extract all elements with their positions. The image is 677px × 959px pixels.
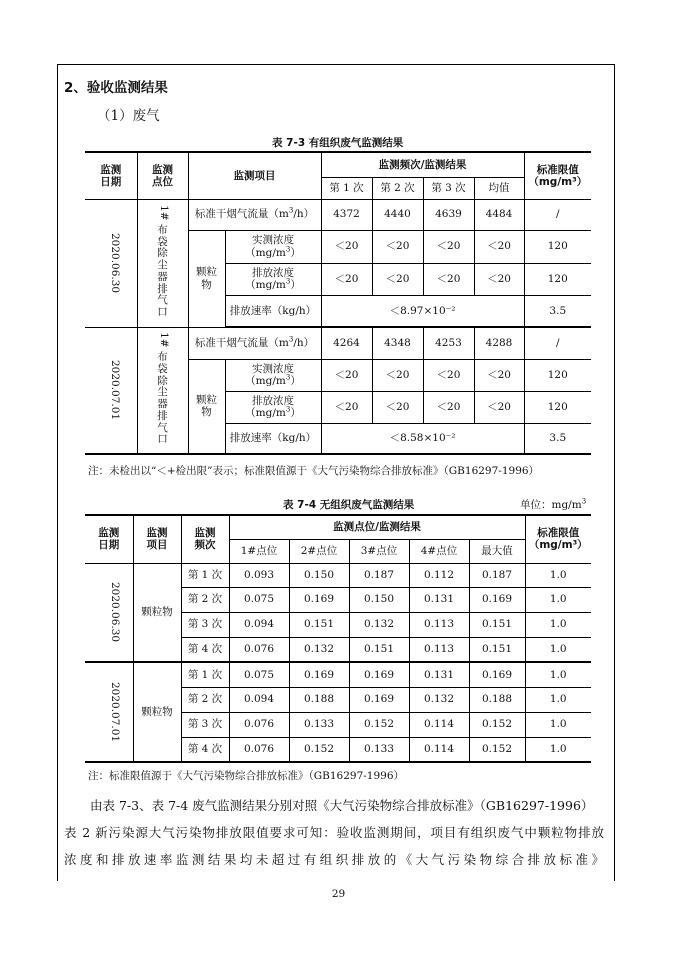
cell: 0.169: [469, 587, 525, 612]
header-p2: 2#点位: [289, 539, 349, 563]
header-c1: 第 1 次: [321, 177, 372, 199]
cell: 0.152: [349, 712, 409, 737]
cell: 3.5: [524, 423, 591, 454]
cell: 120: [524, 230, 591, 263]
header-points: 监测点位/监测结果: [229, 515, 525, 539]
table2-note: 注：标准限值源于《大气污染物综合排放标准》（GB16297-1996）: [88, 770, 405, 782]
cell: 4639: [423, 199, 474, 230]
cell: ＜20: [321, 391, 372, 423]
paragraph-line: 由表 7-3、表 7-4 废气监测结果分别对照《大气污染物综合排放标准》（GB16297-1996）: [90, 798, 594, 813]
cell: 第 1 次: [181, 563, 229, 587]
cell: 0.169: [289, 587, 349, 612]
cell: 0.152: [469, 737, 525, 762]
particle-label: 颗粒 物: [188, 230, 225, 327]
cell: 第 3 次: [181, 612, 229, 637]
cell: 0.076: [229, 737, 289, 762]
page-number: 29: [331, 888, 346, 900]
cell: 0.151: [469, 637, 525, 662]
cell: 第 4 次: [181, 637, 229, 662]
cell: 3.5: [524, 295, 591, 327]
table-row: [85, 662, 591, 687]
header-date: 监测 日期: [85, 515, 133, 563]
group-item: 颗粒物: [133, 563, 181, 662]
cell: 120: [524, 263, 591, 295]
group-date: 2020.06.30: [85, 563, 133, 662]
cell: 0.169: [469, 662, 525, 687]
rate-label: 排放速率（kg/h）: [225, 295, 321, 327]
cell: /: [524, 327, 591, 359]
cell: 0.094: [229, 687, 289, 712]
cell: 0.094: [229, 612, 289, 637]
cell: 0.151: [469, 612, 525, 637]
cell: 0.076: [229, 637, 289, 662]
actual-label: 实测浓度$(mg/m^3)$: [225, 230, 321, 263]
header-c2: 第 2 次: [372, 177, 423, 199]
group-date: 2020.07.01: [85, 662, 133, 762]
cell: ＜20: [372, 391, 423, 423]
header-p4: 4#点位: [409, 539, 469, 563]
cell: 120: [524, 359, 591, 391]
cell: ＜20: [423, 263, 474, 295]
cell: 0.151: [289, 612, 349, 637]
cell: 0.150: [349, 587, 409, 612]
cell: 第 4 次: [181, 737, 229, 762]
cell: 1.0: [525, 662, 591, 687]
cell: 1.0: [525, 587, 591, 612]
cell: ＜20: [321, 359, 372, 391]
cell: ＜20: [474, 391, 524, 423]
cell: 0.075: [229, 587, 289, 612]
cell: 第 1 次: [181, 662, 229, 687]
cell: 1.0: [525, 637, 591, 662]
table-unorganized-emission: [85, 514, 591, 763]
cell: 第 2 次: [181, 587, 229, 612]
subsection-title: （1）废气: [97, 108, 160, 124]
group-point: 1# 布 袋 除 尘 器 排 气 口: [137, 327, 188, 454]
cell: 0.152: [289, 737, 349, 762]
cell: 4484: [474, 199, 524, 230]
header-point: 监测 点位: [137, 152, 188, 199]
cell: 0.131: [409, 662, 469, 687]
cell: 0.113: [409, 612, 469, 637]
cell: ＜20: [474, 230, 524, 263]
cell: ＜20: [423, 230, 474, 263]
table1-note: 注：未检出以“＜+检出限”表示；标准限值源于《大气污染物综合排放标准》（GB16297-1996）: [88, 465, 540, 477]
table-row: [85, 563, 591, 587]
section-title: 2、验收监测结果: [64, 80, 168, 96]
cell: 0.151: [349, 637, 409, 662]
cell: /: [524, 199, 591, 230]
cell: 0.133: [349, 737, 409, 762]
rate-value: ＜8.58×10⁻²: [321, 423, 524, 454]
cell: 0.188: [289, 687, 349, 712]
cell: 0.169: [289, 662, 349, 687]
cell: 1.0: [525, 612, 591, 637]
header-freq: 监测 频次: [181, 515, 229, 563]
cell: ＜20: [372, 359, 423, 391]
table2-unit: 单位：$mg/m^3$: [520, 497, 587, 511]
header-limit: 标准限值 （mg/m³）: [524, 152, 591, 199]
cell: 0.133: [289, 712, 349, 737]
paragraph-line: 表 2 新污染源大气污染物排放限值要求可知：验收监测期间，项目有组织废气中颗粒物排放: [64, 825, 604, 840]
actual-label: 实测浓度$(mg/m^3)$: [225, 359, 321, 391]
cell: 4288: [474, 327, 524, 359]
cell: 0.113: [409, 637, 469, 662]
cell: 0.076: [229, 712, 289, 737]
rate-value: ＜8.97×10⁻²: [321, 295, 524, 327]
group-point: 1# 布 袋 除 尘 器 排 气 口: [137, 199, 188, 327]
cell: 0.112: [409, 563, 469, 587]
header-max: 最大值: [469, 539, 525, 563]
cell: 1.0: [525, 712, 591, 737]
rate-label: 排放速率（kg/h）: [225, 423, 321, 454]
emit-label: 排放浓度$(mg/m^3)$: [225, 391, 321, 423]
flow-label: 标准干烟气流量$(m^3/h)$: [188, 199, 321, 230]
flow-label: 标准干烟气流量$(m^3/h)$: [188, 327, 321, 359]
emit-label: 排放浓度$(mg/m^3)$: [225, 263, 321, 295]
cell: 0.114: [409, 712, 469, 737]
cell: 0.187: [349, 563, 409, 587]
group-item: 颗粒物: [133, 662, 181, 762]
cell: ＜20: [372, 263, 423, 295]
cell: ＜20: [423, 359, 474, 391]
header-date: 监测 日期: [85, 152, 137, 199]
cell: 第 2 次: [181, 687, 229, 712]
cell: 0.132: [289, 637, 349, 662]
cell: 0.169: [349, 687, 409, 712]
cell: 0.169: [349, 662, 409, 687]
cell: 4253: [423, 327, 474, 359]
cell: 0.152: [469, 712, 525, 737]
cell: 4348: [372, 327, 423, 359]
group-date: 2020.07.01: [85, 327, 137, 454]
header-p3: 3#点位: [349, 539, 409, 563]
header-p1: 1#点位: [229, 539, 289, 563]
cell: 1.0: [525, 563, 591, 587]
table2-caption: 表 7-4 无组织废气监测结果: [283, 499, 415, 511]
cell: 0.132: [349, 612, 409, 637]
cell: 4372: [321, 199, 372, 230]
conclusion-paragraph: [64, 792, 604, 873]
cell: 1.0: [525, 737, 591, 762]
header-limit: 标准限值 （mg/m³）: [525, 515, 591, 563]
cell: 1.0: [525, 687, 591, 712]
header-freq: 监测频次/监测结果: [321, 152, 524, 177]
cell: 120: [524, 391, 591, 423]
header-avg: 均值: [474, 177, 524, 199]
cell: 第 3 次: [181, 712, 229, 737]
cell: 0.131: [409, 587, 469, 612]
header-c3: 第 3 次: [423, 177, 474, 199]
cell: ＜20: [474, 359, 524, 391]
particle-label: 颗粒 物: [188, 359, 225, 454]
cell: 0.075: [229, 662, 289, 687]
cell: 4440: [372, 199, 423, 230]
cell: ＜20: [474, 263, 524, 295]
table1-caption: 表 7-3 有组织废气监测结果: [272, 137, 404, 149]
cell: 0.132: [409, 687, 469, 712]
cell: ＜20: [321, 230, 372, 263]
cell: ＜20: [372, 230, 423, 263]
cell: ＜20: [423, 391, 474, 423]
paragraph-line: 浓度和排放速率监测结果均未超过有组织排放的《大气污染物综合排放标准》: [64, 852, 604, 867]
group-date: 2020.06.30: [85, 199, 137, 327]
cell: 0.114: [409, 737, 469, 762]
cell: 4264: [321, 327, 372, 359]
cell: 0.188: [469, 687, 525, 712]
cell: 0.187: [469, 563, 525, 587]
cell: ＜20: [321, 263, 372, 295]
header-item: 监测 项目: [133, 515, 181, 563]
header-item: 监测项目: [188, 152, 321, 199]
cell: 0.093: [229, 563, 289, 587]
cell: 0.150: [289, 563, 349, 587]
table-organized-emission: [85, 151, 591, 455]
